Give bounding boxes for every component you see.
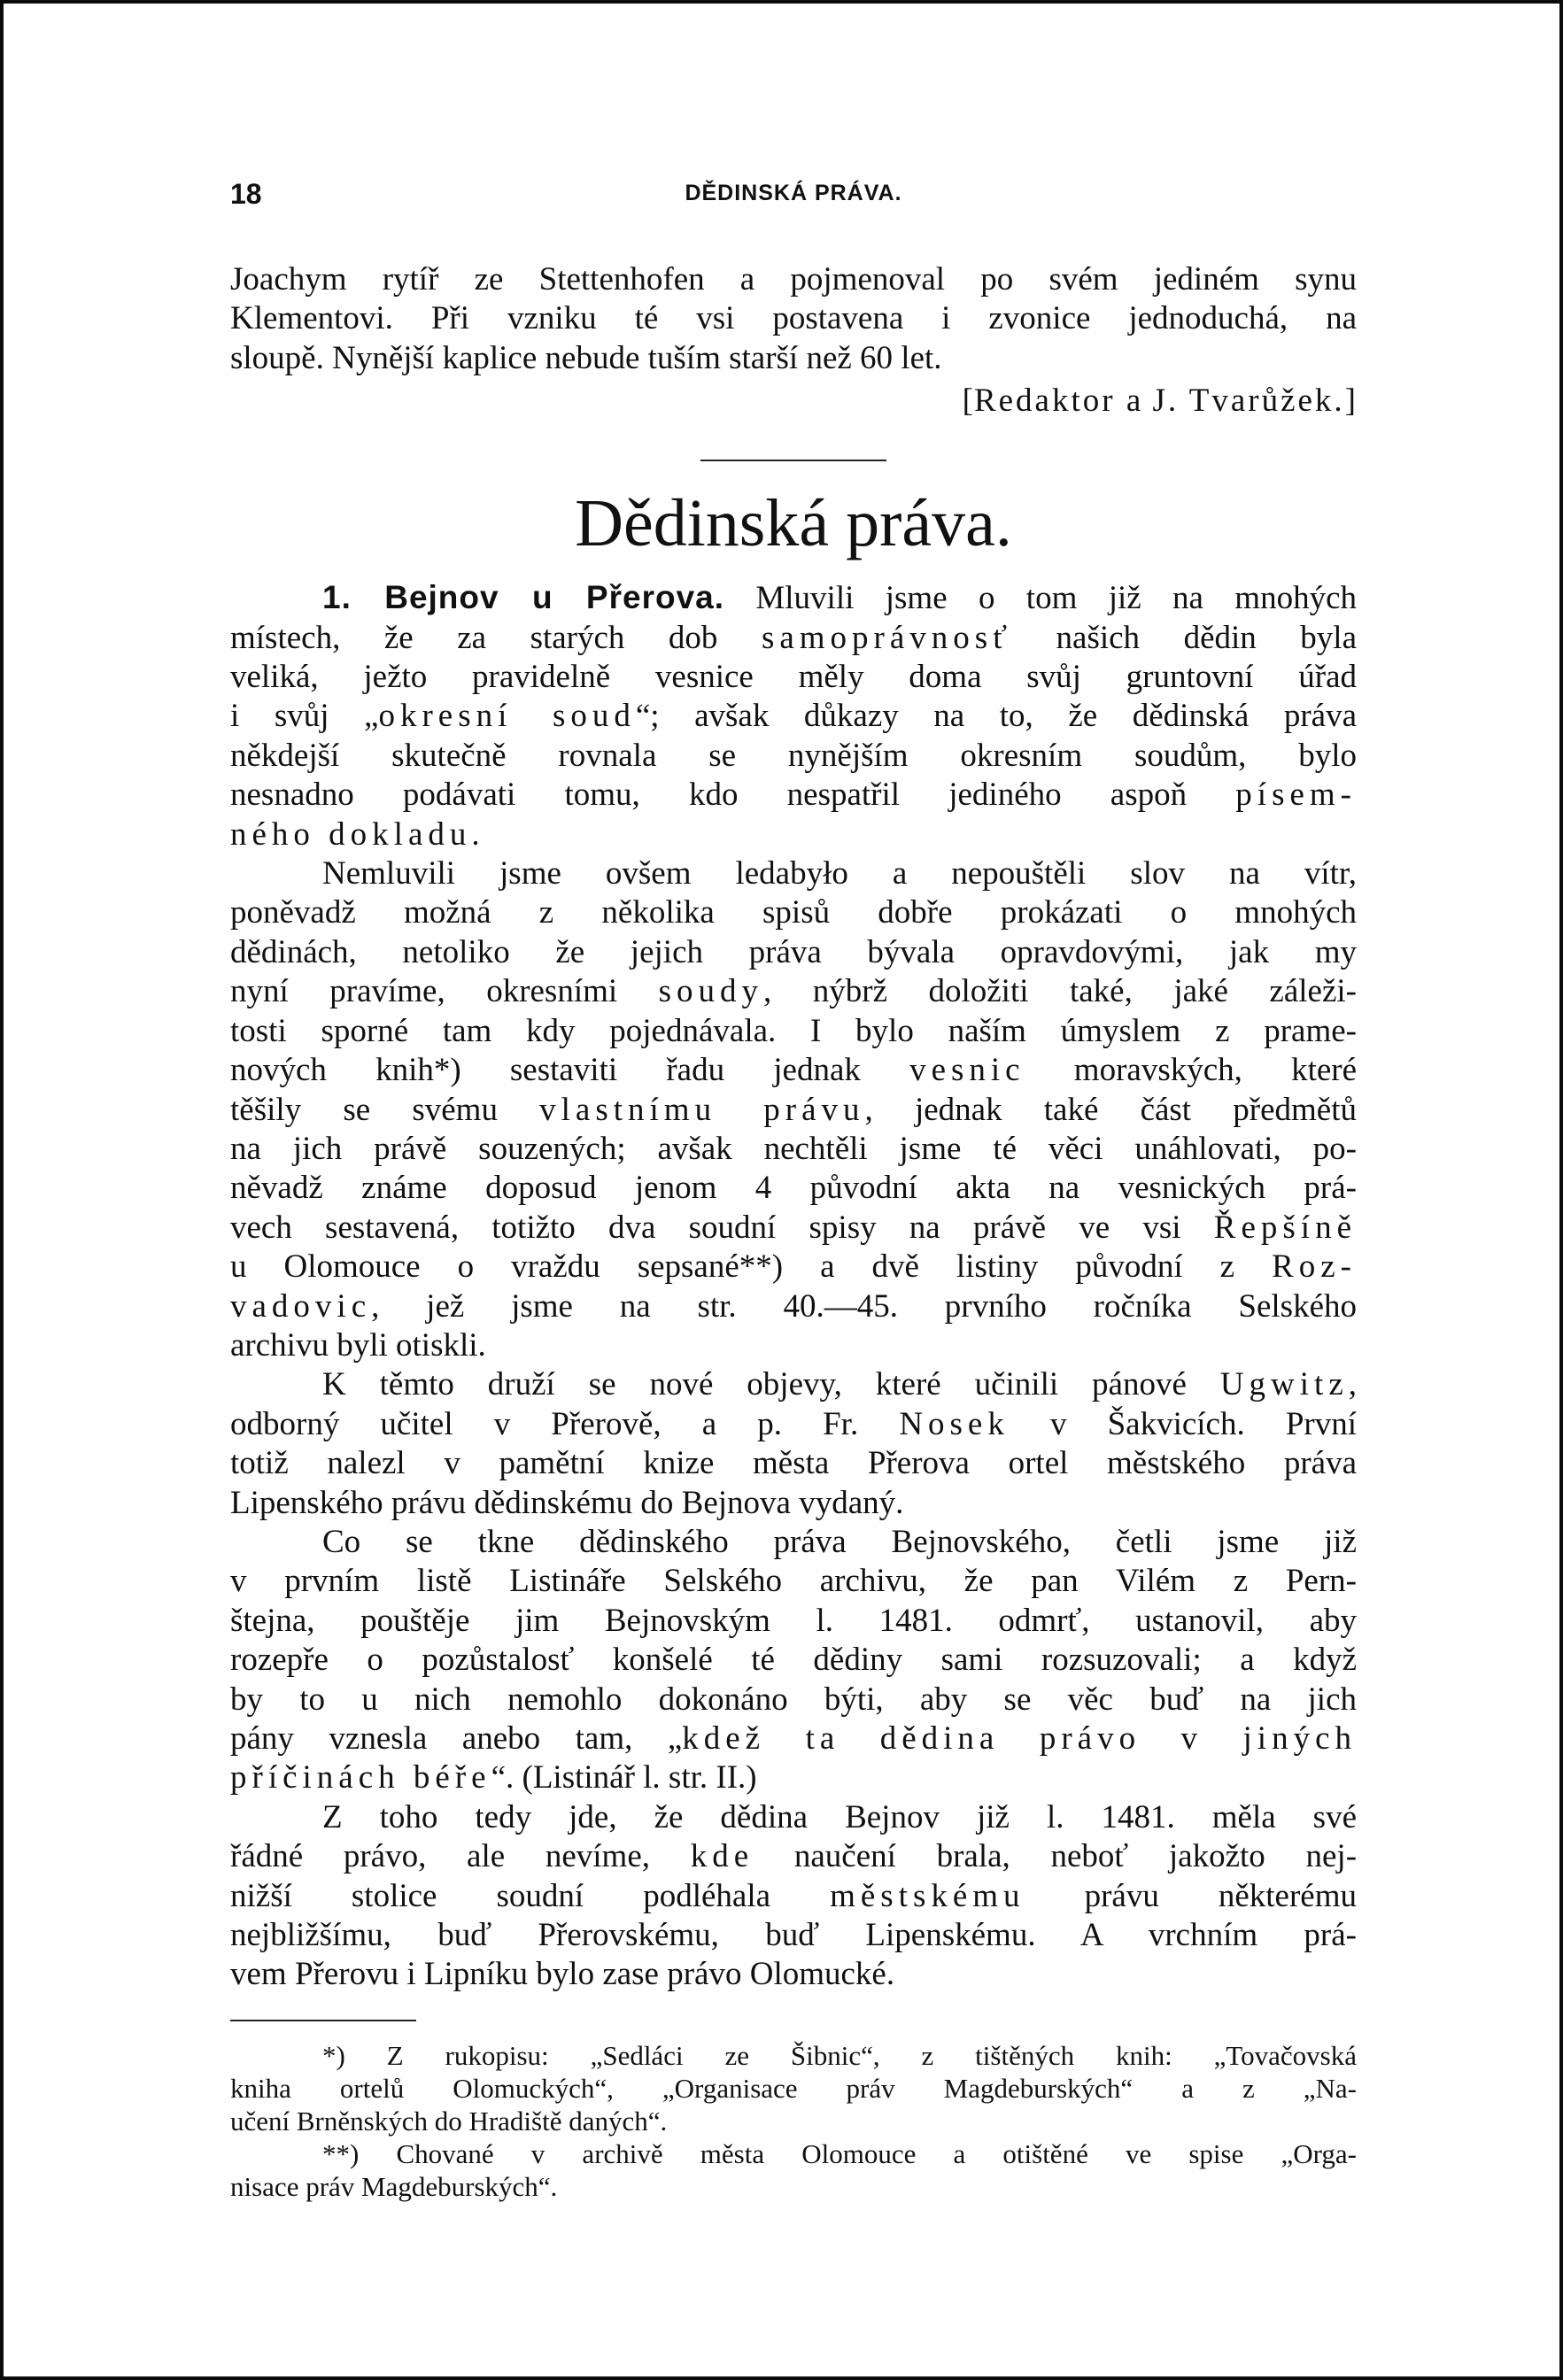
text-line: štejna, pouštěje jim Bejnovským l. 1481. odmrť, ustanovil, aby xyxy=(230,1602,1357,1639)
text-line xyxy=(230,697,1357,736)
spaced-emphasis: samoprávnosť xyxy=(761,619,1013,656)
text-line xyxy=(230,1287,1357,1326)
text-line: by to u nich nemohlo dokonáno býti, aby se věc buď na jich xyxy=(230,1681,1357,1718)
text-line xyxy=(230,1051,1357,1090)
text-run: nižší stolice soudní podléhala xyxy=(230,1877,771,1914)
text-run: , xyxy=(1348,1366,1358,1403)
footnote-line: kniha ortelů Olomuckých“, „Organisace práv Magdeburských“ a z „Na- xyxy=(230,2072,1357,2104)
text-line: Z toho tedy jde, že dědina Bejnov již l. 1481. měla své xyxy=(322,1798,1357,1835)
section-lead: 1. Bejnov u Přerova. xyxy=(322,579,725,616)
text-line: něvadž známe doposud jenom 4 původní akta na vesnických prá- xyxy=(230,1170,1357,1207)
text-run: . xyxy=(471,815,480,853)
text-line xyxy=(230,776,1357,815)
text-line xyxy=(230,972,1357,1011)
text-line: sloupě. Nynější kaplice nebude tuším starší než 60 let. xyxy=(230,339,942,376)
page-number: 18 xyxy=(230,178,262,210)
footnote-line: nisace práv Magdeburských“. xyxy=(230,2170,558,2202)
text-line xyxy=(230,578,1357,618)
text-line: vem Přerovu i Lipníku bylo zase právo Olomucké. xyxy=(230,1956,895,1993)
spaced-emphasis: příčinách béře xyxy=(230,1759,491,1797)
text-line xyxy=(230,1091,1357,1130)
text-line: Nemluvili jsme ovšem ledabyło a nepouštěli slov na vítr, xyxy=(322,855,1357,892)
spaced-emphasis: písem- xyxy=(1235,777,1357,814)
text-run: i svůj „ xyxy=(230,698,379,735)
footnote-line: *) Z rukopisu: „Sedláci ze Šibnic“, z tištěných knih: „Tovačovská xyxy=(322,2039,1357,2071)
text-line xyxy=(230,815,1357,854)
text-run: řádné právo, ale nevíme, xyxy=(230,1838,651,1875)
text-run: nových knih*) sestaviti řadu jednak xyxy=(230,1052,861,1089)
text-run: Mluvili jsme o tom již na mnohých xyxy=(755,580,1357,617)
footnote-divider xyxy=(230,2020,416,2021)
text-line: veliká, ježto pravidelně vesnice měly doma svůj gruntovní úřad xyxy=(230,659,1357,696)
text-run: moravských, které xyxy=(1073,1052,1358,1089)
spaced-emphasis: vlastnímu právu xyxy=(539,1091,865,1128)
chapter-title: Dědinská práva. xyxy=(575,486,1012,561)
text-line: na jich právě souzených; avšak nechtěli jsme té věci unáhlovati, po- xyxy=(230,1130,1357,1167)
spaced-emphasis: Řepšíně xyxy=(1213,1209,1357,1246)
text-line xyxy=(230,1209,1357,1248)
paragraph-section-1 xyxy=(230,578,1357,854)
text-line: archivu byli otiskli. xyxy=(230,1326,486,1364)
text-run: vech sestavená, totižto dva soudní spisy na právě ve vsi xyxy=(230,1209,1181,1246)
page-content xyxy=(230,4,1357,2203)
text-run: , jednak také část předmětů xyxy=(864,1091,1357,1128)
text-line: dědinách, netoliko že jejich práva bývala opravdovými, jak my xyxy=(230,933,1357,970)
text-line: rozepře o pozůstalosť konšelé té dědiny sami rozsuzovali; a když xyxy=(230,1642,1357,1679)
text-run: naučení brala, neboť jakožto nej- xyxy=(793,1838,1358,1875)
text-line xyxy=(230,1758,1357,1797)
text-run: “; avšak důkazy na to, že dědinská práva xyxy=(635,698,1357,735)
text-line: nejbližšímu, buď Přerovskému, buď Lipenskému. A vrchním prá- xyxy=(230,1917,1357,1954)
signature-role: Redaktor a xyxy=(973,382,1144,420)
text-run: K těmto druží se nové objevy, které učinili pánové xyxy=(322,1366,1187,1403)
running-title: DĚDINSKÁ PRÁVA. xyxy=(685,181,902,205)
text-line xyxy=(230,1248,1357,1287)
text-line: Klementovi. Při vzniku té vsi postavena i zvonice jednoduchá, na xyxy=(230,300,1357,337)
signature xyxy=(230,378,1357,424)
text-run: u Olomouce o vraždu sepsané**) a dvě listiny původní z xyxy=(230,1248,1235,1286)
spaced-emphasis: Nosek xyxy=(899,1405,1010,1442)
text-line: tosti sporné tam kdy pojednávala. I bylo naším úmyslem z prame- xyxy=(230,1012,1357,1049)
spaced-emphasis: ného dokladu xyxy=(230,815,472,853)
text-run: nesnadno podávati tomu, kdo nespatřil jediného aspoň xyxy=(230,777,1188,814)
section-divider xyxy=(700,460,886,461)
spaced-emphasis: Roz- xyxy=(1272,1248,1357,1286)
text-line xyxy=(230,1837,1357,1876)
running-head xyxy=(230,178,1357,222)
text-run: místech, že za starých dob xyxy=(230,619,718,656)
text-run: našich dědin byla xyxy=(1056,619,1357,656)
signature-bracket-close: ] xyxy=(1344,382,1357,420)
spaced-emphasis: kdež ta dědina právo v jiných xyxy=(682,1720,1357,1757)
text-line xyxy=(230,1405,1357,1444)
text-run: těšily se svému xyxy=(230,1091,498,1128)
text-run: pány vznesla anebo tam, „ xyxy=(230,1720,683,1757)
text-line: Joachym rytíř ze Stettenhofen a pojmenoval po svém jediném synu xyxy=(230,261,1357,298)
footnote-1 xyxy=(230,2039,1357,2137)
text-line: totiž nalezl v pamětní knize města Přerova ortel městského práva xyxy=(230,1445,1357,1482)
text-run: , nýbrž doložiti také, jaké záleži- xyxy=(763,973,1357,1010)
signature-name: J. Tvarůžek. xyxy=(1152,382,1345,420)
spaced-emphasis: Ugwitz xyxy=(1219,1366,1349,1403)
text-line: poněvadž možná z několika spisů dobře prokázati o mnohých xyxy=(230,894,1357,931)
text-line xyxy=(230,1877,1357,1916)
text-line xyxy=(230,619,1357,658)
paragraph-5 xyxy=(230,1798,1357,1995)
text-line: někdejší skutečně rovnala se nynějším okresním soudům, bylo xyxy=(230,737,1357,774)
footnote-line: **) Chované v archivě města Olomouce a otištěné ve spise „Orga- xyxy=(322,2137,1357,2169)
spaced-emphasis: soudy xyxy=(658,973,764,1010)
text-line: v prvním listě Listináře Selského archivu, že pan Vilém z Pern- xyxy=(230,1563,1357,1600)
preface-paragraph xyxy=(230,260,1357,378)
text-line: Lipenského právu dědinskému do Bejnova vydaný. xyxy=(230,1484,904,1521)
paragraph-3 xyxy=(230,1365,1357,1523)
text-run: , jež jsme na str. 40.—45. prvního ročníka Selského xyxy=(371,1287,1357,1325)
text-run: právu některému xyxy=(1084,1877,1358,1914)
footnote-line: učení Brněnských do Hradiště daných“. xyxy=(230,2105,668,2137)
text-run: odborný učitel v Přerově, a p. Fr. xyxy=(230,1405,859,1442)
paragraph-2 xyxy=(230,854,1357,1365)
text-line xyxy=(230,1719,1357,1758)
signature-bracket-open: [ xyxy=(962,382,974,420)
text-line: Co se tkne dědinského práva Bejnovského, četli jsme již xyxy=(322,1523,1357,1560)
text-run: “. (Listinář l. str. II.) xyxy=(491,1759,757,1797)
spaced-emphasis: vadovic xyxy=(230,1287,372,1325)
spaced-emphasis: kde xyxy=(690,1838,754,1875)
paragraph-4 xyxy=(230,1523,1357,1798)
spaced-emphasis: městskému xyxy=(830,1877,1025,1914)
spaced-emphasis: vesnic xyxy=(909,1052,1025,1089)
footnote-2 xyxy=(230,2137,1357,2203)
spaced-emphasis: okresní soud xyxy=(378,698,636,735)
text-line xyxy=(230,1365,1357,1404)
text-run: nyní pravíme, okresními xyxy=(230,973,618,1010)
text-run: v Šakvicích. První xyxy=(1049,1405,1358,1442)
